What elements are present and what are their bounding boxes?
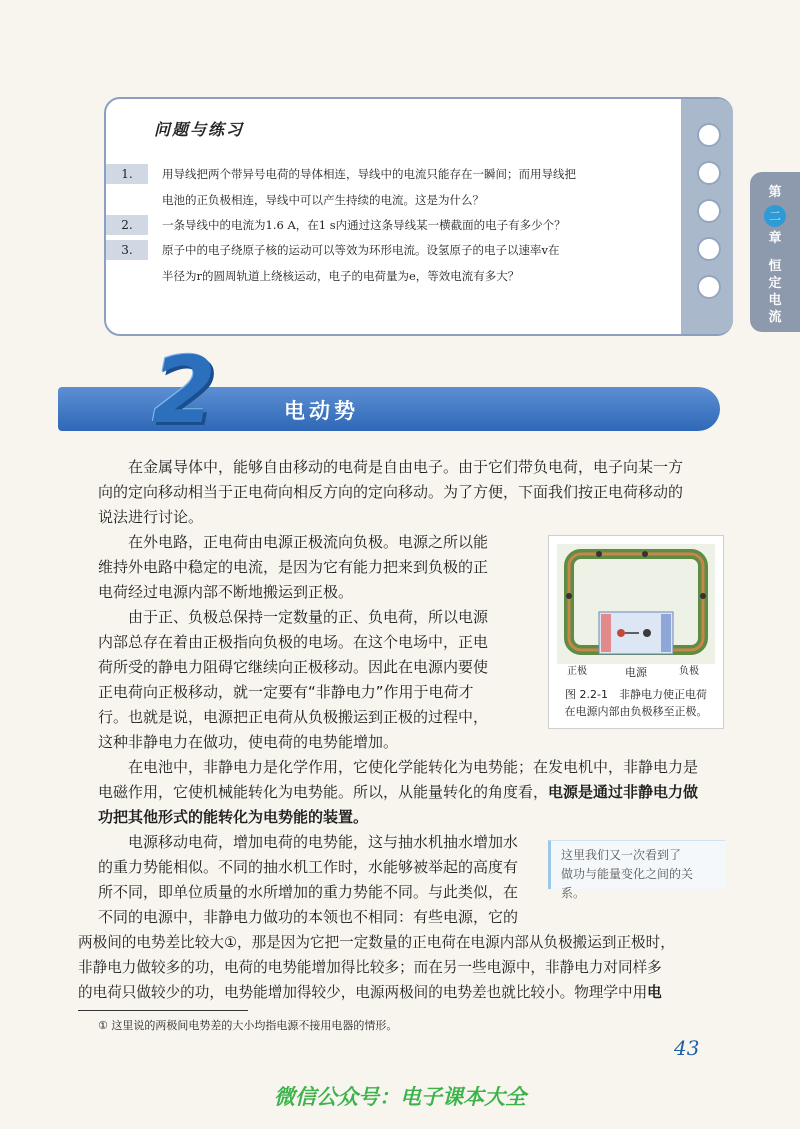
text-span: 的电荷只做较少的功，电势能增加得较少，电源两极间的电势差也就比较小。物理学中用 bbox=[78, 984, 648, 1001]
chapter-name-char: 电 bbox=[768, 293, 782, 308]
key-statement: 电源是通过非静电力做 bbox=[548, 783, 699, 801]
paragraph bbox=[98, 605, 488, 755]
exercise-title: 问题与练习 bbox=[154, 120, 245, 139]
text-line: 由于正、负极总保持一定数量的正、负电荷，所以电源 bbox=[128, 608, 489, 626]
footnote: ① 这里说的两极间电势差的大小均指电源不接用电器的情形。 bbox=[98, 1019, 398, 1032]
exercise-text bbox=[148, 212, 681, 238]
exercise-line: 用导线把两个带异号电荷的导体相连，导线中的电流只能存在一瞬间；而用导线把 bbox=[162, 167, 576, 181]
text-line: 所不同，即单位质量的水所增加的重力势能不同。与此类似，在 bbox=[98, 883, 519, 901]
binder-ring-icon bbox=[697, 161, 721, 185]
chapter-tab bbox=[750, 172, 800, 332]
note-line: 系。 bbox=[561, 886, 586, 900]
binder-strip bbox=[681, 99, 733, 334]
key-statement: 功把其他形式的能转化为电势能的装置。 bbox=[98, 808, 369, 826]
text-line: 在金属导体中，能够自由移动的电荷是自由电子。由于它们带负电荷，电子向某一方 bbox=[128, 458, 684, 476]
chapter-zhang: 章 bbox=[768, 231, 782, 246]
paragraph bbox=[98, 455, 683, 530]
section-title: 电动势 bbox=[284, 399, 359, 423]
exercise-number: 2. bbox=[106, 215, 148, 235]
text-span: 电磁作用，它使机械能转化为电势能。所以，从能量转化的角度看， bbox=[98, 783, 549, 801]
text-line: 维持外电路中稳定的电流，是因为它有能力把来到负极的正 bbox=[98, 558, 489, 576]
charge-icon bbox=[643, 629, 651, 637]
paragraph bbox=[98, 530, 488, 605]
negative-plate bbox=[661, 614, 671, 652]
exercise-text bbox=[148, 237, 681, 289]
text-line: 向的定向移动相当于正电荷向相反方向的定向移动。为了方便，下面我们按正电荷移动的 bbox=[98, 483, 684, 501]
figure-caption bbox=[549, 686, 723, 720]
section-number: 2 bbox=[152, 337, 217, 444]
caption-line: 在电源内部由负极移至正极。 bbox=[564, 705, 708, 718]
exercise-list bbox=[106, 164, 681, 293]
text-line: 电荷经过电源内部不断地搬运到正极。 bbox=[98, 583, 354, 601]
exercise-box bbox=[104, 97, 733, 336]
watermark: 微信公众号：电子课本大全 bbox=[274, 1085, 526, 1109]
text-line: 这种非静电力在做功，使电荷的电势能增加。 bbox=[98, 733, 399, 751]
exercise-item bbox=[106, 164, 681, 213]
text-line: 正电荷向正极移动，就一定要有“非静电力”作用于电荷才 bbox=[98, 683, 474, 701]
paragraph bbox=[78, 930, 675, 1005]
text-line: 不同的电源中，非静电力做功的本领也不相同：有些电源，它的 bbox=[98, 908, 519, 926]
chapter-name-char: 定 bbox=[768, 276, 782, 291]
footnote-divider bbox=[78, 1010, 248, 1011]
text-line: 电源移动电荷，增加电荷的电势能，这与抽水机抽水增加水 bbox=[128, 833, 519, 851]
text-line: 荷所受的静电力阻碍它继续向正极移动。因此在电源内要使 bbox=[98, 658, 489, 676]
chapter-name-char: 恒 bbox=[768, 259, 782, 274]
text-line: 的重力势能相似。不同的抽水机工作时，水能够被举起的高度有 bbox=[98, 858, 519, 876]
binder-ring-icon bbox=[697, 199, 721, 223]
label-negative: 负极 bbox=[679, 666, 699, 677]
text-line: 两极间的电势差比较大①，那是因为它把一定数量的正电荷在电源内部从负极搬运到正极时， bbox=[78, 934, 675, 951]
text-line: 说法进行讨论。 bbox=[98, 508, 204, 526]
figure-2-2-1 bbox=[548, 535, 724, 729]
exercise-item bbox=[106, 215, 681, 238]
binder-ring-icon bbox=[697, 275, 721, 299]
note-line: 做功与能量变化之间的关 bbox=[561, 867, 694, 881]
side-note bbox=[548, 840, 725, 900]
caption-line: 图 2.2-1 非静电力使正电荷 bbox=[565, 688, 707, 701]
chapter-di: 第 bbox=[768, 185, 782, 200]
exercise-text bbox=[148, 161, 681, 213]
text-line bbox=[78, 980, 675, 1005]
text-line: 在外电路，正电荷由电源正极流向负极。电源之所以能 bbox=[128, 533, 489, 551]
paragraph bbox=[98, 755, 698, 830]
text-line: 行。也就是说，电源把正电荷从负极搬运到正极的过程中， bbox=[98, 708, 489, 726]
exercise-line: 半径为r的圆周轨道上绕核运动，电子的电荷量为e，等效电流有多大？ bbox=[162, 269, 520, 283]
text-line bbox=[98, 780, 698, 805]
exercise-number: 1. bbox=[106, 164, 148, 184]
note-line: 这里我们又一次看到了 bbox=[561, 848, 682, 862]
paragraph bbox=[98, 830, 518, 930]
binder-ring-icon bbox=[697, 123, 721, 147]
positive-charge-icon bbox=[617, 629, 625, 637]
circuit-diagram bbox=[549, 536, 723, 682]
key-term: 电 bbox=[647, 984, 662, 1001]
exercise-line: 一条导线中的电流为1.6 A，在1 s内通过这条导线某一横截面的电子有多少个？ bbox=[162, 218, 566, 232]
exercise-item bbox=[106, 240, 681, 289]
exercise-line: 电池的正负极相连，导线中可以产生持续的电流。这是为什么？ bbox=[162, 193, 484, 207]
chapter-name-char: 流 bbox=[768, 310, 782, 325]
chapter-name bbox=[750, 258, 800, 326]
page-number: 43 bbox=[674, 1036, 700, 1060]
chapter-number-badge: 二 bbox=[764, 205, 786, 227]
binder-ring-icon bbox=[697, 237, 721, 261]
label-positive: 正极 bbox=[567, 666, 587, 677]
note-text bbox=[551, 841, 725, 903]
positive-plate bbox=[601, 614, 611, 652]
exercise-number: 3. bbox=[106, 240, 148, 260]
exercise-line: 原子中的电子绕原子核的运动可以等效为环形电流。设氢原子的电子以速率v在 bbox=[162, 243, 560, 257]
label-source: 电源 bbox=[625, 666, 647, 679]
text-line: 非静电力做较多的功，电荷的电势能增加得比较多；而在另一些电源中，非静电力对同样多 bbox=[78, 959, 662, 976]
text-line: 内部总存在着由正极指向负极的电场。在这个电场中，正电 bbox=[98, 633, 489, 651]
text-line: 在电池中，非静电力是化学作用，它使化学能转化为电势能；在发电机中，非静电力是 bbox=[128, 758, 699, 776]
